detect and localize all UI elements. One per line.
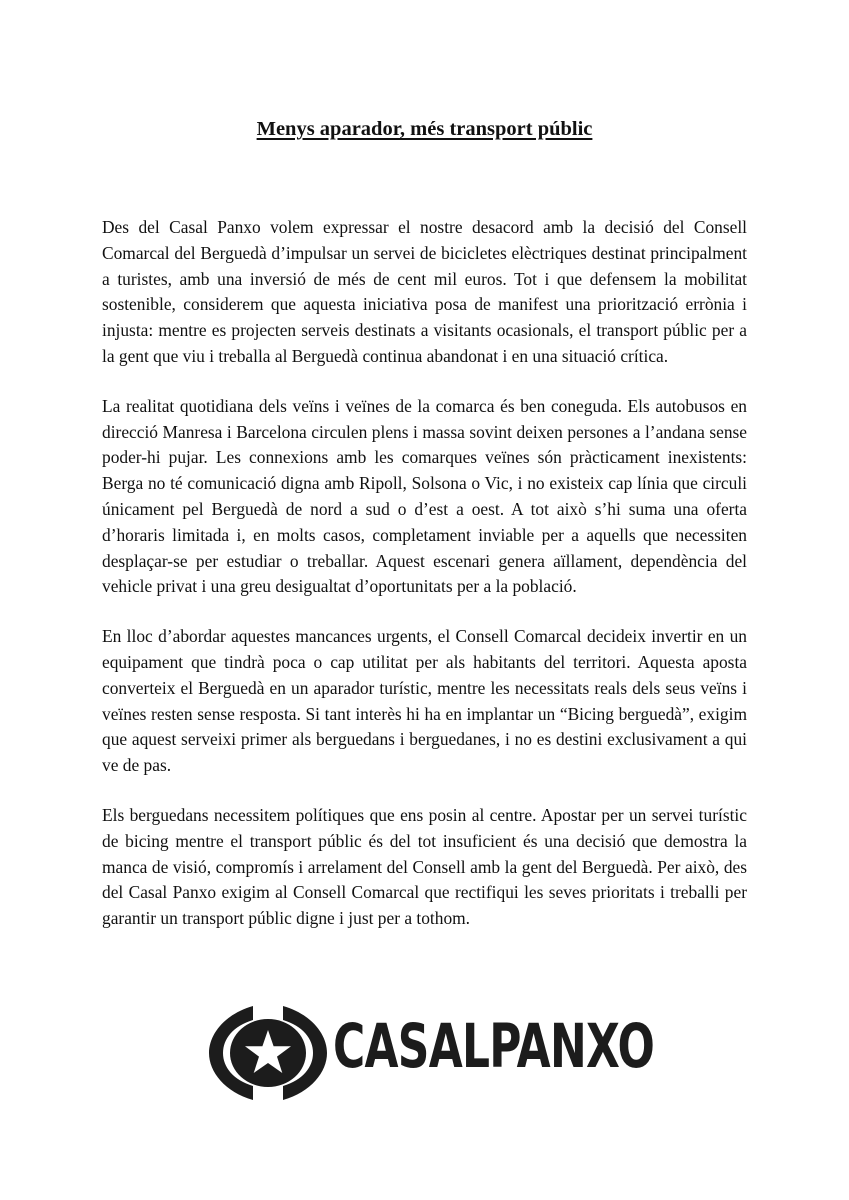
paragraph-2: La realitat quotidiana dels veïns i veïnes de la comarca és ben coneguda. Els autobusos en direcció Manresa i Barcelona circulen plens i massa sovint deixen persones a l’andana sense poder-hi pujar. Les connexions amb les comarques veïnes són pràcticament inexistents: Berga no té comunicació digna amb Ripoll, Solsona o Vic, i no existeix cap línia que circuli únicament pel Berguedà de nord a sud o d’est a oest. A tot això s’hi suma una oferta d’horaris limitada i, en molts casos, completament inviable per a aquells que necessiten desplaçar-se per estudiar o treballar. Aquest escenari genera aïllament, dependència del vehicle privat i una greu desigualtat d’oportunitats per a la població.	[102, 395, 747, 597]
paragraph-4: Els berguedans necessitem polítiques que ens posin al centre. Apostar per un servei turístic de bicing mentre el transport públic és del tot insuficient és una decisió que demostra la manca de visió, compromís i arrelament del Consell amb la gent del Berguedà. Per això, des del Casal Panxo exigim al Consell Comarcal que rectifiqui les seves prioritats i treballi per garantir un transport públic digne i just per a tothom.	[102, 804, 747, 929]
document-title: Menys aparador, més transport públic	[256, 118, 593, 140]
paragraph-1: Des del Casal Panxo volem expressar el nostre desacord amb la decisió del Consell Comarcal del Berguedà d’impulsar un servei de bicicletes elèctriques destinat principalment a turistes, amb una inversió de més de cent mil euros. Tot i que defensem la mobilitat sostenible, considerem que aquesta iniciativa posa de manifest una priorització errònia i injusta: mentre es projecten serveis destinats a visitants ocasionals, el transport públic per a la gent que viu i treballa al Berguedà continua abandonat i en una situació crítica.	[102, 217, 747, 366]
document-body	[102, 215, 747, 956]
paragraph-3: En lloc d’abordar aquestes mancances urgents, el Consell Comarcal decideix invertir en un equipament que tindrà poca o cap utilitat per als habitants del territori. Aquesta aposta converteix el Berguedà en un aparador turístic, mentre les necessitats reals dels seus veïns i veïnes resten sense resposta. Si tant interès hi ha en implantar un “Bicing berguedà”, exigim que aquest serveixi primer als berguedans i berguedanes, i no es destini exclusivament a qui ve de pas.	[102, 626, 747, 776]
star-ball-icon	[205, 1002, 331, 1104]
logo-wordmark: CASALPANXO	[333, 1011, 655, 1082]
casal-panxo-logo	[205, 1002, 655, 1104]
